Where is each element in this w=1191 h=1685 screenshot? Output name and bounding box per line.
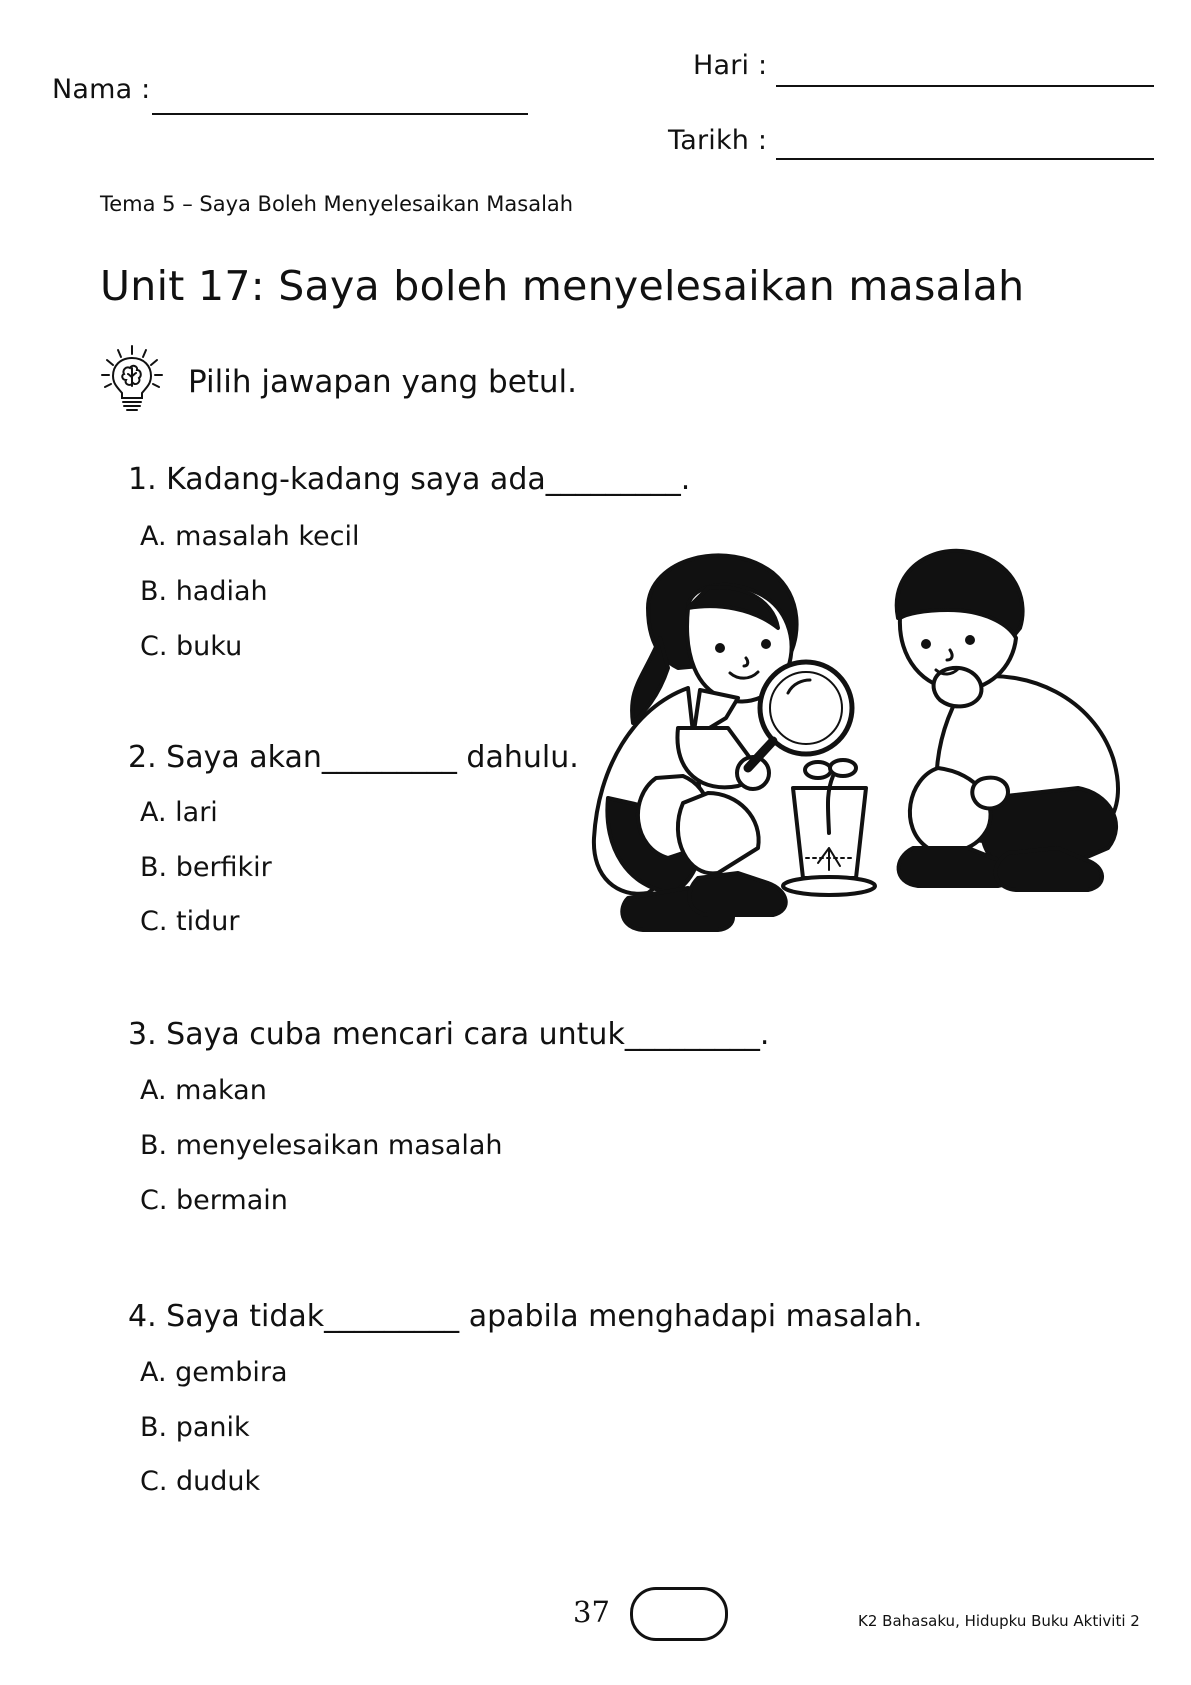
page-title: Unit 17: Saya boleh menyelesaikan masalah [100, 262, 1025, 310]
question-3-option-b[interactable]: B. menyelesaikan masalah [140, 1130, 503, 1161]
question-1-option-b[interactable]: B. hadiah [140, 576, 268, 607]
nama-field[interactable] [152, 113, 528, 115]
question-4-option-c[interactable]: C. duduk [140, 1466, 261, 1497]
question-2-option-b[interactable]: B. berfikir [140, 852, 272, 883]
question-2-option-a[interactable]: A. lari [140, 797, 218, 828]
question-1-option-c[interactable]: C. buku [140, 631, 243, 662]
question-3: 3. Saya cuba mencari cara untuk_________. [128, 1017, 770, 1052]
page-number-oval [630, 1587, 728, 1641]
question-1: 1. Kadang-kadang saya ada_________. [128, 462, 691, 497]
tarikh-field[interactable] [776, 158, 1154, 160]
page-number: 37 [573, 1595, 610, 1629]
lightbulb-brain-icon [96, 344, 168, 416]
children-plant-illustration [588, 548, 1184, 978]
question-2: 2. Saya akan_________ dahulu. [128, 740, 579, 775]
theme-subtitle: Tema 5 – Saya Boleh Menyelesaikan Masalah [100, 192, 574, 216]
question-4-option-b[interactable]: B. panik [140, 1412, 250, 1443]
question-2-option-c[interactable]: C. tidur [140, 906, 240, 937]
tarikh-label: Tarikh : [668, 125, 768, 156]
question-3-option-a[interactable]: A. makan [140, 1075, 267, 1106]
hari-field[interactable] [776, 85, 1154, 87]
question-4-option-a[interactable]: A. gembira [140, 1357, 288, 1388]
footer-book-title: K2 Bahasaku, Hidupku Buku Aktiviti 2 [858, 1612, 1140, 1630]
instruction-text: Pilih jawapan yang betul. [188, 364, 578, 400]
question-1-option-a[interactable]: A. masalah kecil [140, 521, 360, 552]
question-4: 4. Saya tidak_________ apabila menghadapi masalah. [128, 1299, 923, 1334]
question-3-option-c[interactable]: C. bermain [140, 1185, 288, 1216]
nama-label: Nama : [52, 74, 151, 105]
hari-label: Hari : [693, 50, 768, 81]
